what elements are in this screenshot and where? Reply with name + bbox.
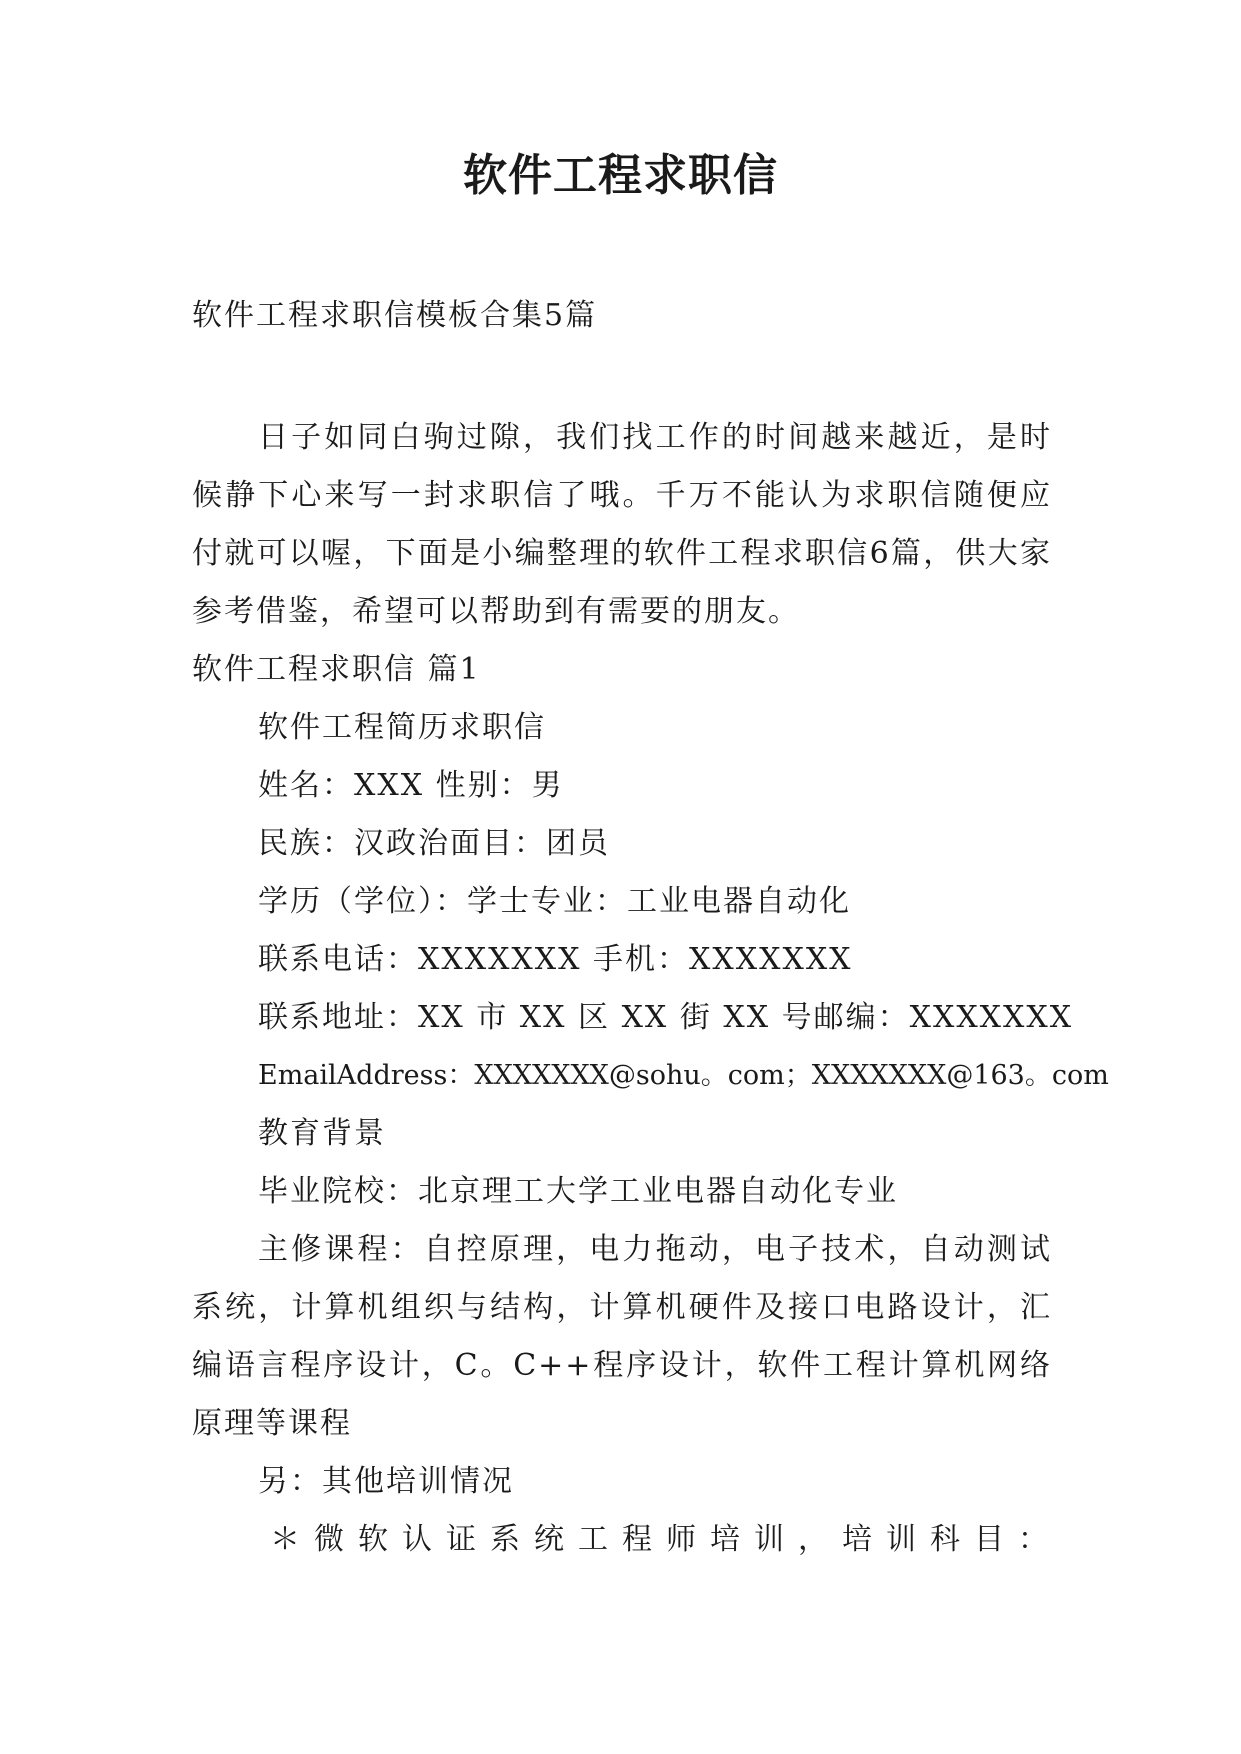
document-subtitle: 软件工程求职信模板合集5篇	[192, 298, 598, 333]
document-body	[192, 409, 1109, 1569]
phone-line: 联系电话：XXXXXXX 手机：XXXXXXX	[258, 942, 853, 977]
letter-title: 软件工程简历求职信	[258, 710, 546, 745]
section-heading: 软件工程求职信 篇1	[192, 652, 481, 687]
intro-paragraph: 日子如同白驹过隙，我们找工作的时间越来越近，是时候静下心来写一封求职信了哦。千万不能认为求职信随便应付就可以喔，下面是小编整理的软件工程求职信6篇，供大家参考借鉴，希望可以帮助到有需要的朋友。	[192, 420, 1052, 629]
degree-line: 学历（学位）：学士专业：工业电器自动化	[258, 884, 851, 919]
courses-paragraph: 主修课程：自控原理，电力拖动，电子技术，自动测试系统，计算机组织与结构，计算机硬件及接口电路设计，汇编语言程序设计，C。C++程序设计，软件工程计算机网络原理等课程	[192, 1232, 1052, 1441]
email-line: EmailAddress：XXXXXXX@sohu。com；XXXXXXX@163。com	[258, 1060, 1109, 1091]
school-line: 毕业院校：北京理工大学工业电器自动化专业	[258, 1174, 898, 1209]
other-training-heading: 另：其他培训情况	[258, 1464, 514, 1499]
document-title: 软件工程求职信	[463, 150, 778, 201]
training-line: ＊微软认证系统工程师培训，培训科目：	[270, 1522, 1062, 1557]
education-heading: 教育背景	[258, 1116, 386, 1151]
name-line: 姓名：XXX 性别：男	[258, 768, 564, 803]
address-line: 联系地址：XX 市 XX 区 XX 街 XX 号邮编：XXXXXXX	[258, 1000, 1074, 1035]
ethnicity-line: 民族：汉政治面目：团员	[258, 826, 610, 861]
